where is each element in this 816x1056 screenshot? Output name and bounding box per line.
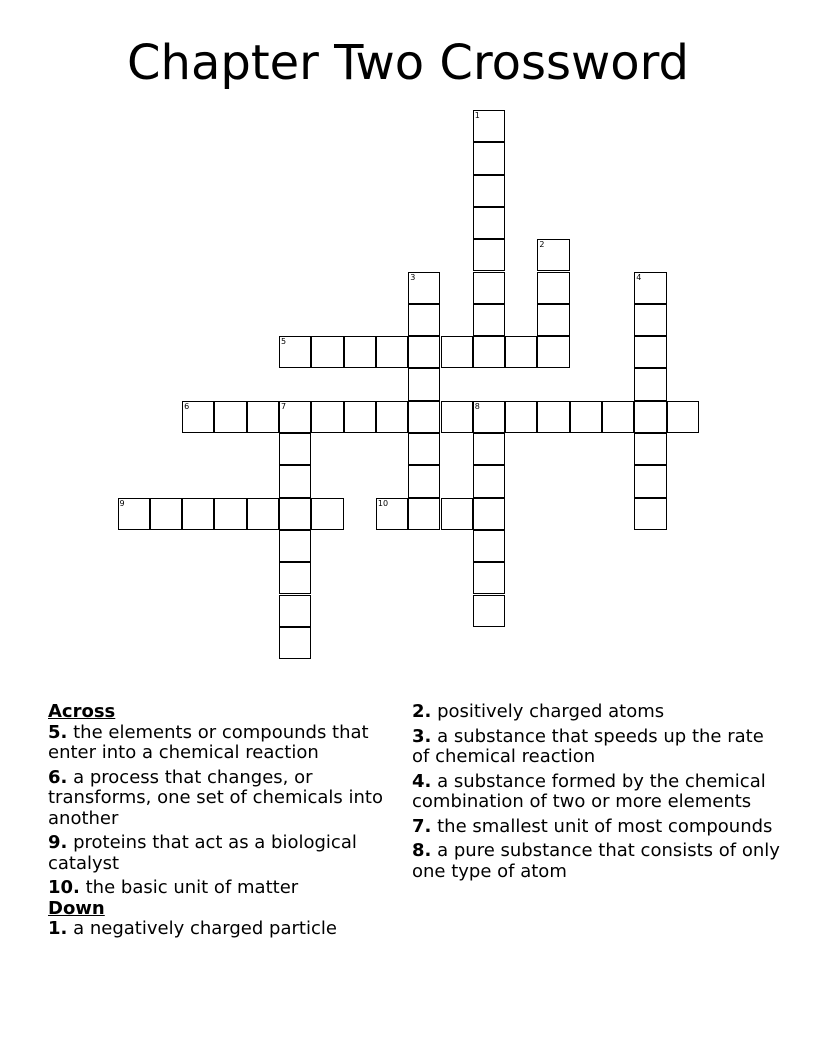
grid-cell[interactable]	[279, 433, 311, 465]
grid-cell[interactable]	[408, 498, 440, 530]
clue-number-label: 8	[474, 401, 480, 411]
grid-cell[interactable]	[247, 401, 279, 433]
grid-cell[interactable]	[408, 368, 440, 400]
grid-cell[interactable]	[279, 562, 311, 594]
clue-number: 8.	[412, 840, 432, 861]
grid-cell[interactable]	[279, 595, 311, 627]
clue-number: 7.	[412, 815, 432, 837]
clue-number: 9.	[48, 832, 68, 853]
clue-number: 6.	[48, 766, 68, 788]
clue-text: proteins that act as a biological catalyst	[48, 832, 357, 874]
grid-cell[interactable]	[182, 498, 214, 530]
grid-cell-4[interactable]	[634, 272, 666, 304]
clue-number: 4.	[412, 770, 432, 792]
grid-cell[interactable]	[473, 175, 505, 207]
grid-cell[interactable]	[634, 368, 666, 400]
grid-cell[interactable]	[634, 401, 666, 433]
grid-cell[interactable]	[376, 336, 408, 368]
grid-cell[interactable]	[473, 595, 505, 627]
clue-down-7[interactable]	[412, 817, 782, 838]
grid-cell[interactable]	[570, 401, 602, 433]
clue-text: the elements or compounds that enter into a chemical reaction	[48, 721, 369, 763]
clue-number: 10.	[48, 877, 80, 898]
clue-across-10[interactable]	[48, 878, 408, 899]
grid-cell[interactable]	[279, 530, 311, 562]
grid-cell[interactable]	[473, 304, 505, 336]
clue-text: a substance that speeds up the rate of chemical reaction	[412, 725, 764, 767]
grid-cell-3[interactable]	[408, 272, 440, 304]
grid-cell[interactable]	[408, 336, 440, 368]
clue-text: a pure substance that consists of only one type of atom	[412, 840, 780, 882]
grid-cell[interactable]	[408, 304, 440, 336]
clue-number: 2.	[412, 701, 432, 722]
grid-cell[interactable]	[376, 401, 408, 433]
clue-across-6[interactable]	[48, 768, 408, 830]
grid-cell[interactable]	[279, 465, 311, 497]
grid-cell[interactable]	[473, 465, 505, 497]
clue-text: a negatively charged particle	[73, 918, 337, 939]
clue-down-3[interactable]	[412, 727, 782, 768]
grid-cell[interactable]	[344, 336, 376, 368]
grid-cell-5[interactable]	[279, 336, 311, 368]
grid-cell[interactable]	[408, 401, 440, 433]
grid-cell[interactable]	[537, 272, 569, 304]
grid-cell[interactable]	[441, 498, 473, 530]
grid-cell-2[interactable]	[537, 239, 569, 271]
clue-number-label: 2	[539, 240, 545, 250]
grid-cell[interactable]	[537, 401, 569, 433]
clue-number-label: 10	[377, 498, 389, 508]
grid-cell[interactable]	[473, 207, 505, 239]
clue-number-label: 1	[474, 111, 480, 120]
grid-cell[interactable]	[311, 401, 343, 433]
clues-left-column	[48, 702, 408, 944]
grid-cell[interactable]	[473, 272, 505, 304]
clue-number-label: 4	[636, 272, 642, 282]
grid-cell-9[interactable]	[118, 498, 150, 530]
grid-cell[interactable]	[473, 142, 505, 174]
grid-cell[interactable]	[344, 401, 376, 433]
grid-cell[interactable]	[667, 401, 699, 433]
clue-text: a substance formed by the chemical combination of two or more elements	[412, 770, 766, 812]
clue-number-label: 9	[119, 498, 125, 508]
grid-cell-7[interactable]	[279, 401, 311, 433]
grid-cell[interactable]	[634, 465, 666, 497]
grid-cell[interactable]	[473, 530, 505, 562]
grid-cell-8[interactable]	[473, 401, 505, 433]
clue-across-5[interactable]	[48, 723, 408, 764]
grid-cell-1[interactable]	[473, 110, 505, 142]
grid-cell[interactable]	[279, 498, 311, 530]
clue-text: a process that changes, or transforms, one set of chemicals into another	[48, 766, 384, 829]
grid-cell[interactable]	[441, 336, 473, 368]
grid-cell[interactable]	[473, 433, 505, 465]
grid-cell[interactable]	[247, 498, 279, 530]
grid-cell[interactable]	[150, 498, 182, 530]
grid-cell[interactable]	[537, 304, 569, 336]
grid-cell[interactable]	[311, 498, 343, 530]
grid-cell[interactable]	[279, 627, 311, 659]
grid-cell[interactable]	[408, 433, 440, 465]
grid-cell-6[interactable]	[182, 401, 214, 433]
clue-text: the smallest unit of most compounds	[437, 815, 773, 837]
grid-cell[interactable]	[505, 336, 537, 368]
grid-cell[interactable]	[311, 336, 343, 368]
grid-cell[interactable]	[214, 498, 246, 530]
clue-text: the basic unit of matter	[85, 877, 299, 898]
clue-down-1[interactable]	[48, 919, 408, 940]
down-heading: Down	[48, 897, 105, 919]
grid-cell[interactable]	[634, 498, 666, 530]
page-title: Chapter Two Crossword	[127, 35, 689, 91]
grid-cell-10[interactable]	[376, 498, 408, 530]
grid-cell[interactable]	[505, 401, 537, 433]
grid-cell[interactable]	[473, 498, 505, 530]
clue-number-label: 6	[184, 401, 190, 411]
across-heading: Across	[48, 701, 116, 722]
grid-cell[interactable]	[214, 401, 246, 433]
clue-number-label: 7	[281, 401, 287, 411]
clue-number: 5.	[48, 721, 68, 743]
clue-number-label: 3	[410, 272, 416, 282]
grid-cell[interactable]	[602, 401, 634, 433]
clue-down-2[interactable]	[412, 702, 782, 723]
grid-cell[interactable]	[473, 239, 505, 271]
clue-down-8[interactable]	[412, 841, 782, 882]
clue-text: positively charged atoms	[437, 701, 665, 722]
grid-cell[interactable]	[441, 401, 473, 433]
clue-number: 3.	[412, 725, 432, 747]
grid-cell[interactable]	[408, 465, 440, 497]
grid-cell[interactable]	[473, 562, 505, 594]
grid-cell[interactable]	[537, 336, 569, 368]
clues-right-column	[412, 702, 782, 886]
grid-cell[interactable]	[634, 433, 666, 465]
grid-cell[interactable]	[634, 336, 666, 368]
clue-number-label: 5	[281, 337, 287, 347]
clue-number: 1.	[48, 918, 68, 939]
grid-cell[interactable]	[473, 336, 505, 368]
clue-down-4[interactable]	[412, 772, 782, 813]
grid-cell[interactable]	[634, 304, 666, 336]
clue-across-9[interactable]	[48, 833, 408, 874]
